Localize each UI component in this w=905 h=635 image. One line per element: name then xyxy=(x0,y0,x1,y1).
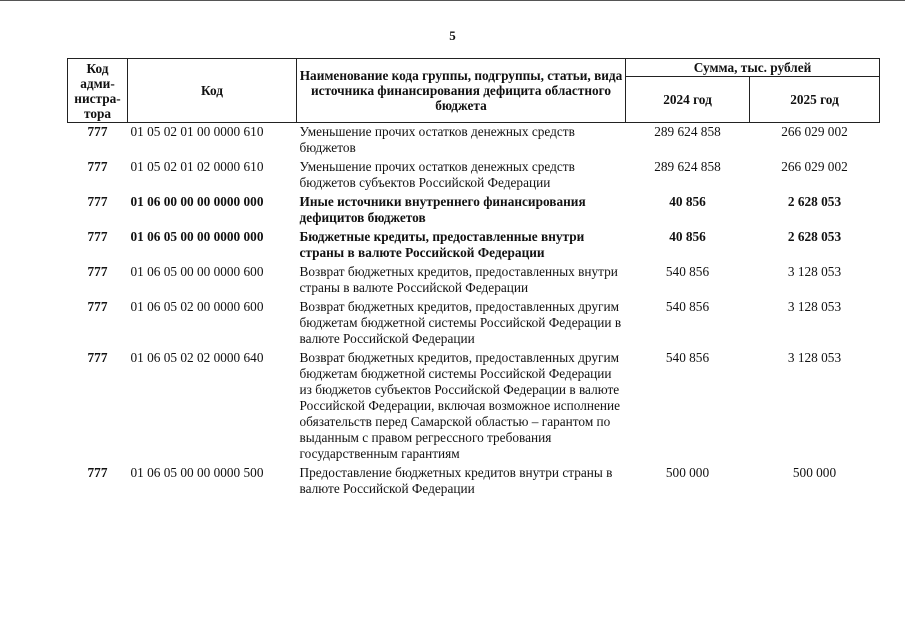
table-row xyxy=(68,263,880,298)
sum-2025-cell: 3 128 053 xyxy=(787,299,842,314)
name-cell: Уменьшение прочих остатков денежных средств бюджетов xyxy=(299,124,575,155)
sum-2025-cell: 3 128 053 xyxy=(787,264,842,279)
table-row xyxy=(68,193,880,228)
name-cell: Предоставление бюджетных кредитов внутри страны в валюте Российской Федерации xyxy=(299,465,613,496)
header-year-2025: 2025 год xyxy=(750,77,880,123)
header-year-2024: 2024 год xyxy=(626,77,750,123)
code-cell: 01 06 05 00 00 0000 000 xyxy=(130,229,264,244)
code-cell: 01 05 02 01 02 0000 610 xyxy=(130,159,264,174)
code-cell: 01 05 02 01 00 0000 610 xyxy=(130,124,264,139)
sum-2025-cell: 3 128 053 xyxy=(787,350,842,365)
sum-2025-cell: 2 628 053 xyxy=(787,194,842,209)
table-row xyxy=(68,464,880,499)
name-cell: Возврат бюджетных кредитов, предоставленных внутри страны в валюте Российской Федерации xyxy=(299,264,618,295)
name-cell: Уменьшение прочих остатков денежных средств бюджетов субъектов Российской Федерации xyxy=(299,159,575,190)
sum-2024-cell: 40 856 xyxy=(669,194,706,209)
budget-sources-table xyxy=(67,58,880,499)
admin-code-cell: 777 xyxy=(87,194,108,209)
page-number: 5 xyxy=(449,28,456,43)
sum-2024-cell: 40 856 xyxy=(669,229,706,244)
header-code: Код xyxy=(128,59,297,123)
sum-2025-cell: 500 000 xyxy=(792,465,837,480)
sum-2024-cell: 500 000 xyxy=(665,465,710,480)
code-cell: 01 06 05 00 00 0000 600 xyxy=(130,264,264,279)
table-row xyxy=(68,123,880,159)
name-cell: Возврат бюджетных кредитов, предоставленных другим бюджетам бюджетной системы Российской Федерации в валюте Российской Федерации xyxy=(299,299,622,346)
sum-2025-cell: 2 628 053 xyxy=(787,229,842,244)
top-border-line xyxy=(0,0,905,1)
admin-code-cell: 777 xyxy=(87,229,108,244)
sum-2025-cell: 266 029 002 xyxy=(781,159,848,174)
sum-2024-cell: 289 624 858 xyxy=(654,124,721,139)
name-cell: Возврат бюджетных кредитов, предоставленных другим бюджетам бюджетной системы Российской Федерации из бюджетов субъектов Российской Федерации в валюте Российской Федерации, включая возможное исполнение обязательств перед Самарской областью – гарантом по выданным с правом регрессного требования государственным гарантиям xyxy=(299,350,620,461)
table-row xyxy=(68,228,880,263)
code-cell: 01 06 05 02 02 0000 640 xyxy=(130,350,264,365)
admin-code-cell: 777 xyxy=(87,299,108,314)
table-row xyxy=(68,158,880,193)
sum-2024-cell: 540 856 xyxy=(665,264,710,279)
sum-2024-cell: 540 856 xyxy=(665,299,710,314)
name-cell: Бюджетные кредиты, предоставленные внутри страны в валюте Российской Федерации xyxy=(299,229,585,260)
name-cell: Иные источники внутреннего финансирования дефицитов бюджетов xyxy=(299,194,586,225)
sum-2025-cell: 266 029 002 xyxy=(781,124,848,139)
admin-code-cell: 777 xyxy=(87,465,108,480)
admin-code-cell: 777 xyxy=(87,124,108,139)
header-admin-code: Код адми-нистра-тора xyxy=(68,59,128,123)
admin-code-cell: 777 xyxy=(87,159,108,174)
admin-code-cell: 777 xyxy=(87,264,108,279)
table-row xyxy=(68,349,880,464)
code-cell: 01 06 05 02 00 0000 600 xyxy=(130,299,264,314)
sum-2024-cell: 289 624 858 xyxy=(654,159,721,174)
code-cell: 01 06 00 00 00 0000 000 xyxy=(130,194,264,209)
header-name: Наименование кода группы, подгруппы, статьи, вида источника финансирования дефицита областного бюджета xyxy=(297,59,626,123)
header-sum-group: Сумма, тыс. рублей xyxy=(626,59,880,77)
table-row xyxy=(68,298,880,349)
code-cell: 01 06 05 00 00 0000 500 xyxy=(130,465,264,480)
sum-2024-cell: 540 856 xyxy=(665,350,710,365)
admin-code-cell: 777 xyxy=(87,350,108,365)
